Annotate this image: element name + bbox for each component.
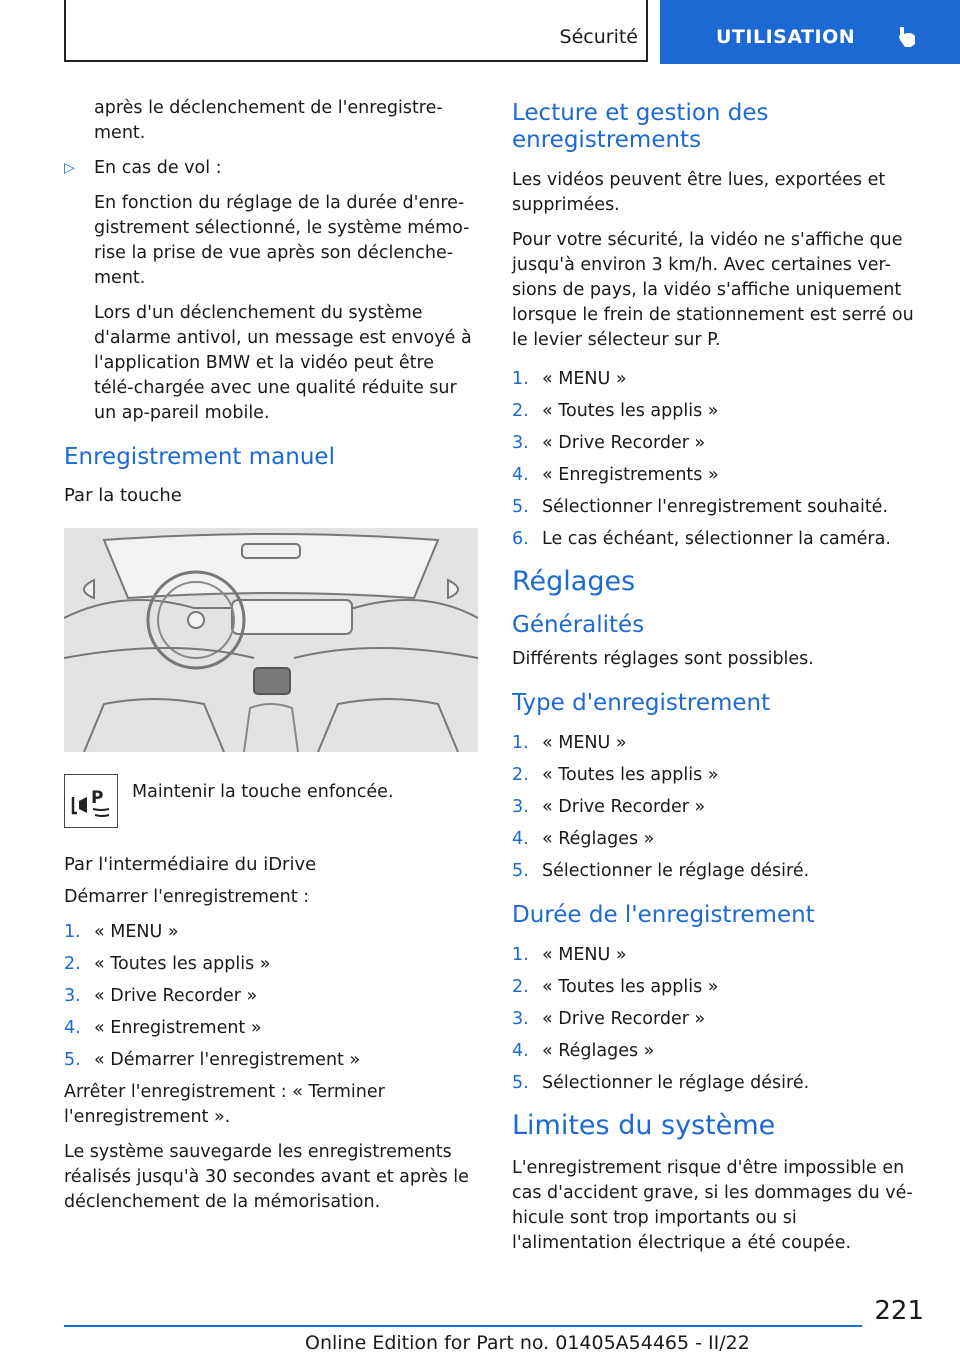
page-number: 221	[874, 1296, 924, 1326]
list-item: 5. Sélectionner le réglage désiré.	[512, 861, 810, 881]
paragraph: Le système sauvegarde les enregistrements réalisés jusqu'à 30 secondes avant et après le déclenchement de la mémorisation.	[64, 1142, 469, 1212]
paragraph: Les vidéos peuvent être lues, exportées et supprimées.	[512, 170, 886, 215]
right-column	[512, 96, 922, 1266]
section-title: Sécurité	[559, 26, 638, 48]
list-item: 5. « Démarrer l'enregistrement »	[64, 1050, 361, 1070]
heading-playback: Lecture et gestion des enregistrements	[512, 100, 769, 153]
subheading-idrive: Par l'intermédiaire du iDrive	[64, 854, 317, 875]
paragraph: En fonction du réglage de la durée d'enre-gistrement sélectionné, le système mémo-rise la prise de vue après son déclenche-ment.	[94, 193, 470, 288]
heading-system-limits: Limites du système	[512, 1110, 776, 1141]
bullet-theft	[64, 156, 478, 181]
list-item: 4. « Enregistrements »	[512, 465, 719, 485]
heading-manual-recording: Enregistrement manuel	[64, 444, 335, 470]
list-item: 5. Sélectionner l'enregistrement souhaité.	[512, 497, 889, 517]
triangle-bullet-icon: ▷	[64, 160, 75, 176]
list-item: 2. « Toutes les applis »	[512, 977, 719, 997]
cockpit-illustration	[64, 528, 478, 752]
subheading-by-button: Par la touche	[64, 485, 182, 506]
heading-general: Généralités	[512, 612, 645, 638]
steps-list-type	[512, 731, 922, 884]
list-item: 1. « MENU »	[64, 922, 179, 942]
list-item: 2. « Toutes les applis »	[64, 954, 271, 974]
steps-list-duration	[512, 943, 922, 1096]
list-item: 2. « Toutes les applis »	[512, 401, 719, 421]
list-item: 3. « Drive Recorder »	[512, 797, 706, 817]
list-item: 6. Le cas échéant, sélectionner la caméra.	[512, 529, 891, 549]
paragraph: L'enregistrement risque d'être impossible en cas d'accident grave, si les dommages du vé-hicule sont trop importants ou si l'alimentation électrique a été coupée.	[512, 1158, 913, 1253]
list-item: 3. « Drive Recorder »	[512, 433, 706, 453]
drive-recorder-button-icon	[64, 774, 118, 828]
steps-list-start	[64, 920, 478, 1073]
edition-note: Online Edition for Part no. 01405A54465 - II/22	[305, 1332, 750, 1354]
chapter-tab[interactable]	[660, 0, 960, 64]
heading-settings: Réglages	[512, 566, 636, 597]
list-item: 1. « MENU »	[512, 733, 627, 753]
list-item: 4. « Enregistrement »	[64, 1018, 262, 1038]
svg-text:P: P	[91, 788, 104, 808]
footer-rule	[64, 1325, 862, 1327]
list-item: 5. Sélectionner le réglage désiré.	[512, 1073, 810, 1093]
bullet-title: En cas de vol :	[94, 158, 222, 178]
list-item: 4. « Réglages »	[512, 1041, 655, 1061]
paragraph: Lors d'un déclenchement du système d'alarme antivol, un message est envoyé à l'application BMW et la vidéo peut être télé-chargée avec une qualité réduite sur un ap-pareil mobile.	[94, 303, 472, 423]
pointing-hand-icon	[896, 24, 918, 48]
list-item: 2. « Toutes les applis »	[512, 765, 719, 785]
left-column	[64, 96, 478, 1225]
hint-text: Maintenir la touche enfoncée.	[132, 782, 394, 802]
list-item: 1. « MENU »	[512, 369, 627, 389]
button-hint	[64, 774, 478, 828]
paragraph: Différents réglages sont possibles.	[512, 649, 814, 669]
paragraph: Pour votre sécurité, la vidéo ne s'affiche que jusqu'à environ 3 km/h. Avec certaines ver-sions de pays, la vidéo s'affiche uniquement lorsque le frein de stationnement est serré ou le levier sélecteur sur P.	[512, 230, 914, 350]
steps-list-playback	[512, 367, 922, 552]
paragraph: Démarrer l'enregistrement :	[64, 887, 310, 907]
list-item: 1. « MENU »	[512, 945, 627, 965]
list-item: 3. « Drive Recorder »	[64, 986, 258, 1006]
heading-recording-type: Type d'enregistrement	[512, 690, 771, 716]
list-item: 3. « Drive Recorder »	[512, 1009, 706, 1029]
heading-recording-duration: Durée de l'enregistrement	[512, 902, 815, 928]
paragraph: après le déclenchement de l'enregistre-ment.	[94, 98, 443, 143]
chapter-title: UTILISATION	[716, 26, 856, 48]
paragraph: Arrêter l'enregistrement : « Terminer l'enregistrement ».	[64, 1082, 385, 1127]
list-item: 4. « Réglages »	[512, 829, 655, 849]
